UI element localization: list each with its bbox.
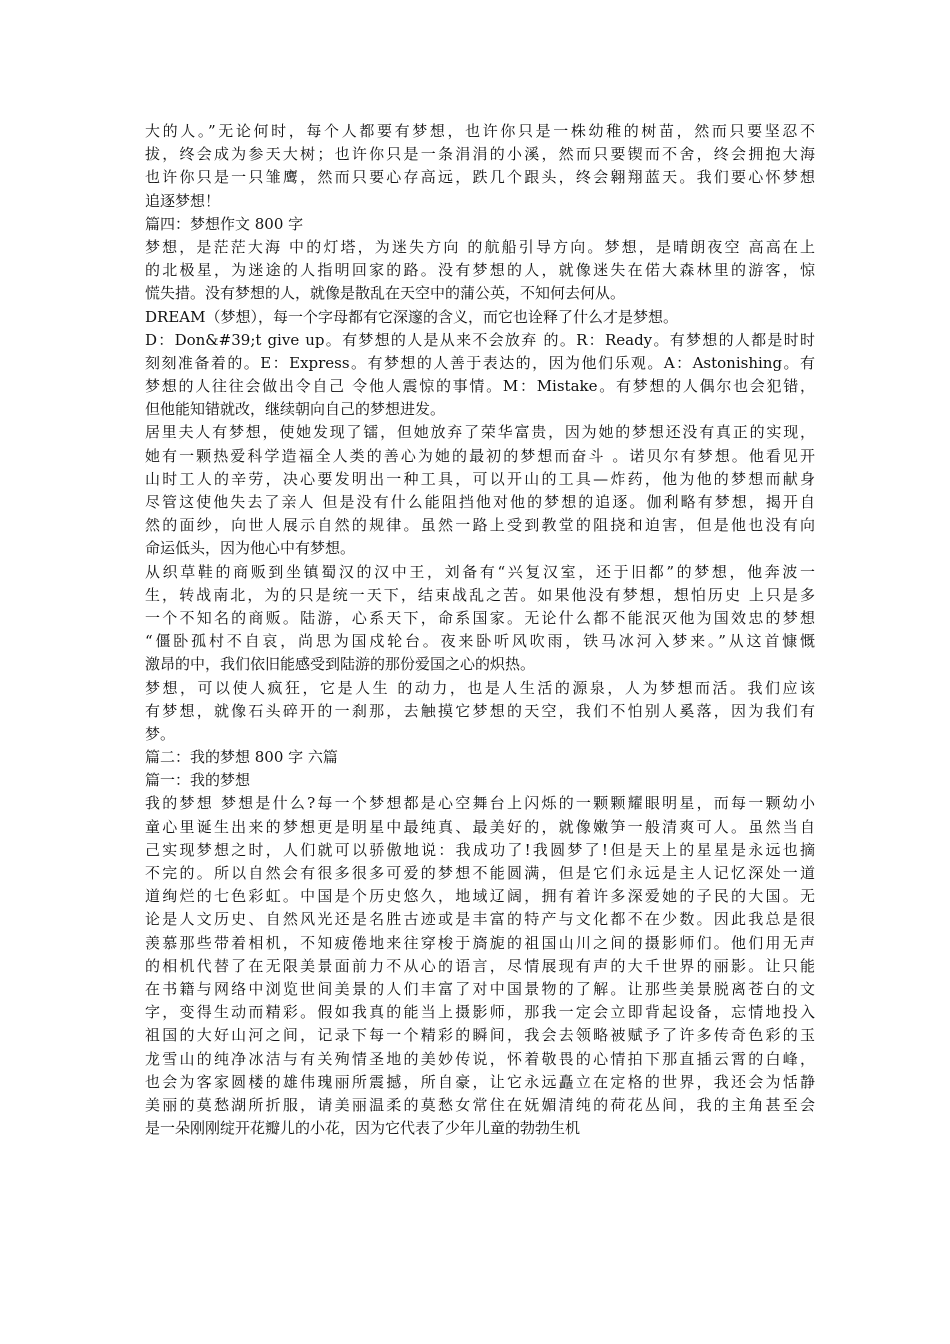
text-line: 但他能知错就改，继续朝向自己的梦想进发。 xyxy=(145,400,446,419)
text-line: 山时工人的辛劳，决心要发明出一种工具，可以开山的工具—炸药，他为他的梦想而献身 xyxy=(145,469,815,488)
text-line: 篇一：我的梦想 xyxy=(145,771,251,790)
text-line: 篇二：我的梦想 800 字 六篇 xyxy=(145,748,338,767)
text-line: 有梦想，就像石头碎开的一刹那，去触摸它梦想的天空，我们不怕别人奚落，因为我们有 xyxy=(145,701,815,720)
text-line: 在书籍与网络中浏览世间美景的人们丰富了对中国景物的了解。让那些美景脱离苍白的文 xyxy=(145,979,815,998)
text-line: 道绚烂的七色彩虹。中国是个历史悠久，地域辽阔，拥有着许多深爱她的子民的大国。无 xyxy=(145,887,815,906)
text-line: 刻刻准备着的。E：Express。有梦想的人善于表达的，因为他们乐观。A：Astonishing。有 xyxy=(145,353,815,372)
text-line: 祖国的大好山河之间，记录下每一个精彩的瞬间，我会去领略被赋予了许多传奇色彩的玉 xyxy=(145,1026,815,1045)
text-line: 羡慕那些带着相机，不知疲倦地来往穿梭于旖旎的祖国山川之间的摄影师们。他们用无声 xyxy=(145,933,815,952)
text-line: DREAM（梦想），每一个字母都有它深邃的含义，而它也诠释了什么才是梦想。 xyxy=(145,307,678,326)
text-line: 的北极星，为迷途的人指明回家的路。没有梦想的人，就像迷失在偌大森林里的游客，惊 xyxy=(145,261,815,280)
text-line: 童心里诞生出来的梦想更是明星中最纯真、最美好的，就像嫩笋一般清爽可人。虽然当自 xyxy=(145,817,815,836)
text-line: 命运低头，因为他心中有梦想。 xyxy=(145,539,356,558)
text-line: 不完的。所以自然会有很多很多可爱的梦想不能圆满，但是它们永远是主人记忆深处一道 xyxy=(145,864,815,882)
text-line: 大的人。”无论何时，每个人都要有梦想，也许你只是一株幼稚的树苗，然而只要坚忍不 xyxy=(145,122,815,140)
text-line: 字，变得生动而精彩。假如我真的能当上摄影师，那我一定会立即背起设备，忘情地投入 xyxy=(145,1003,815,1022)
text-line: 美丽的莫愁湖所折服，请美丽温柔的莫愁女常住在妩媚清纯的荷花丛间，我的主角甚至会 xyxy=(145,1095,815,1114)
text-line: 从织草鞋的商贩到坐镇蜀汉的汉中王，刘备有“兴复汉室，还于旧都”的梦想，他奔波一 xyxy=(145,562,815,581)
text-line: D：Don&#39;t give up。有梦想的人是从来不会放弃 的。R：Ready。有梦想的人都是时时 xyxy=(145,330,815,349)
text-line: 生，转战南北，为的只是统一天下，结束战乱之苦。如果他没有梦想，想怕历史 上只是多 xyxy=(145,585,815,604)
text-line: 篇四：梦想作文 800 字 xyxy=(145,214,304,233)
text-line: 己实现梦想之时，人们就可以骄傲地说：我成功了!我圆梦了!但是天上的星星是永远也摘 xyxy=(145,840,815,859)
text-line: 居里夫人有梦想，使她发现了镭，但她放弃了荣华富贵，因为她的梦想还没有真正的实现， xyxy=(145,423,815,442)
text-line: 慌失措。没有梦想的人，就像是散乱在天空中的蒲公英，不知何去何从。 xyxy=(145,284,626,303)
text-line: 尽管这使他失去了亲人 但是没有什么能阻挡他对他的梦想的追逐。伽利略有梦想，揭开自 xyxy=(145,493,815,511)
text-line: 论是人文历史、自然风光还是名胜古迹或是丰富的特产与文化都不在少数。因此我总是很 xyxy=(145,910,815,929)
text-line: 追逐梦想！ xyxy=(145,191,221,210)
text-line: 也许你只是一只雏鹰，然而只要心存高远，跌几个跟头，终会翱翔蓝天。我们要心怀梦想 xyxy=(145,168,815,187)
text-line: 梦想的人往往会做出令自己 令他人震惊的事情。M：Mistake。有梦想的人偶尔也会犯错， xyxy=(145,377,815,396)
text-line: 也会为客家圆楼的雄伟瑰丽所震撼，所自豪，让它永远矗立在定格的世界，我还会为恬静 xyxy=(145,1072,815,1091)
text-line: 的相机代替了在无限美景面前力不从心的语言，尽情展现有声的大千世界的丽影。让只能 xyxy=(145,956,815,975)
text-line: 龙雪山的纯净冰洁与有关殉情圣地的美妙传说，怀着敬畏的心情拍下那直插云霄的白峰， xyxy=(145,1049,815,1068)
text-line: 梦想，是茫茫大海 中的灯塔，为迷失方向 的航船引导方向。梦想，是晴朗夜空 高高在上 xyxy=(145,237,815,256)
text-line: 一个不知名的商贩。陆游，心系天下，命系国家。无论什么都不能泯灭他为国效忠的梦想 xyxy=(145,608,815,627)
text-line: 她有一颗热爱科学造福全人类的善心为她的最初的梦想而奋斗 。诺贝尔有梦想。他看见开 xyxy=(145,446,815,465)
text-line: 拔，终会成为参天大树；也许你只是一条涓涓的小溪，然而只要锲而不舍，终会拥抱大海 xyxy=(145,145,815,164)
text-line: 然的面纱，向世人展示自然的规律。虽然一路上受到教堂的阻挠和迫害，但是他也没有向 xyxy=(145,516,815,535)
document-body xyxy=(145,120,815,1140)
text-line: “僵卧孤村不自哀，尚思为国戍轮台。夜来卧听风吹雨，铁马冰河入梦来。”从这首慷慨 xyxy=(145,632,815,651)
text-line: 我的梦想 梦想是什么?每一个梦想都是心空舞台上闪烁的一颗颗耀眼明星，而每一颗幼小 xyxy=(145,794,815,813)
text-line: 梦。 xyxy=(145,724,176,743)
text-line: 梦想，可以使人疯狂，它是人生 的动力，也是人生活的源泉，人为梦想而活。我们应该 xyxy=(145,678,815,697)
text-line: 激昂的中，我们依旧能感受到陆游的那份爱国之心的炽热。 xyxy=(145,655,536,674)
text-line: 是一朵刚刚绽开花瓣儿的小花，因为它代表了少年儿童的勃勃生机 xyxy=(145,1119,581,1138)
